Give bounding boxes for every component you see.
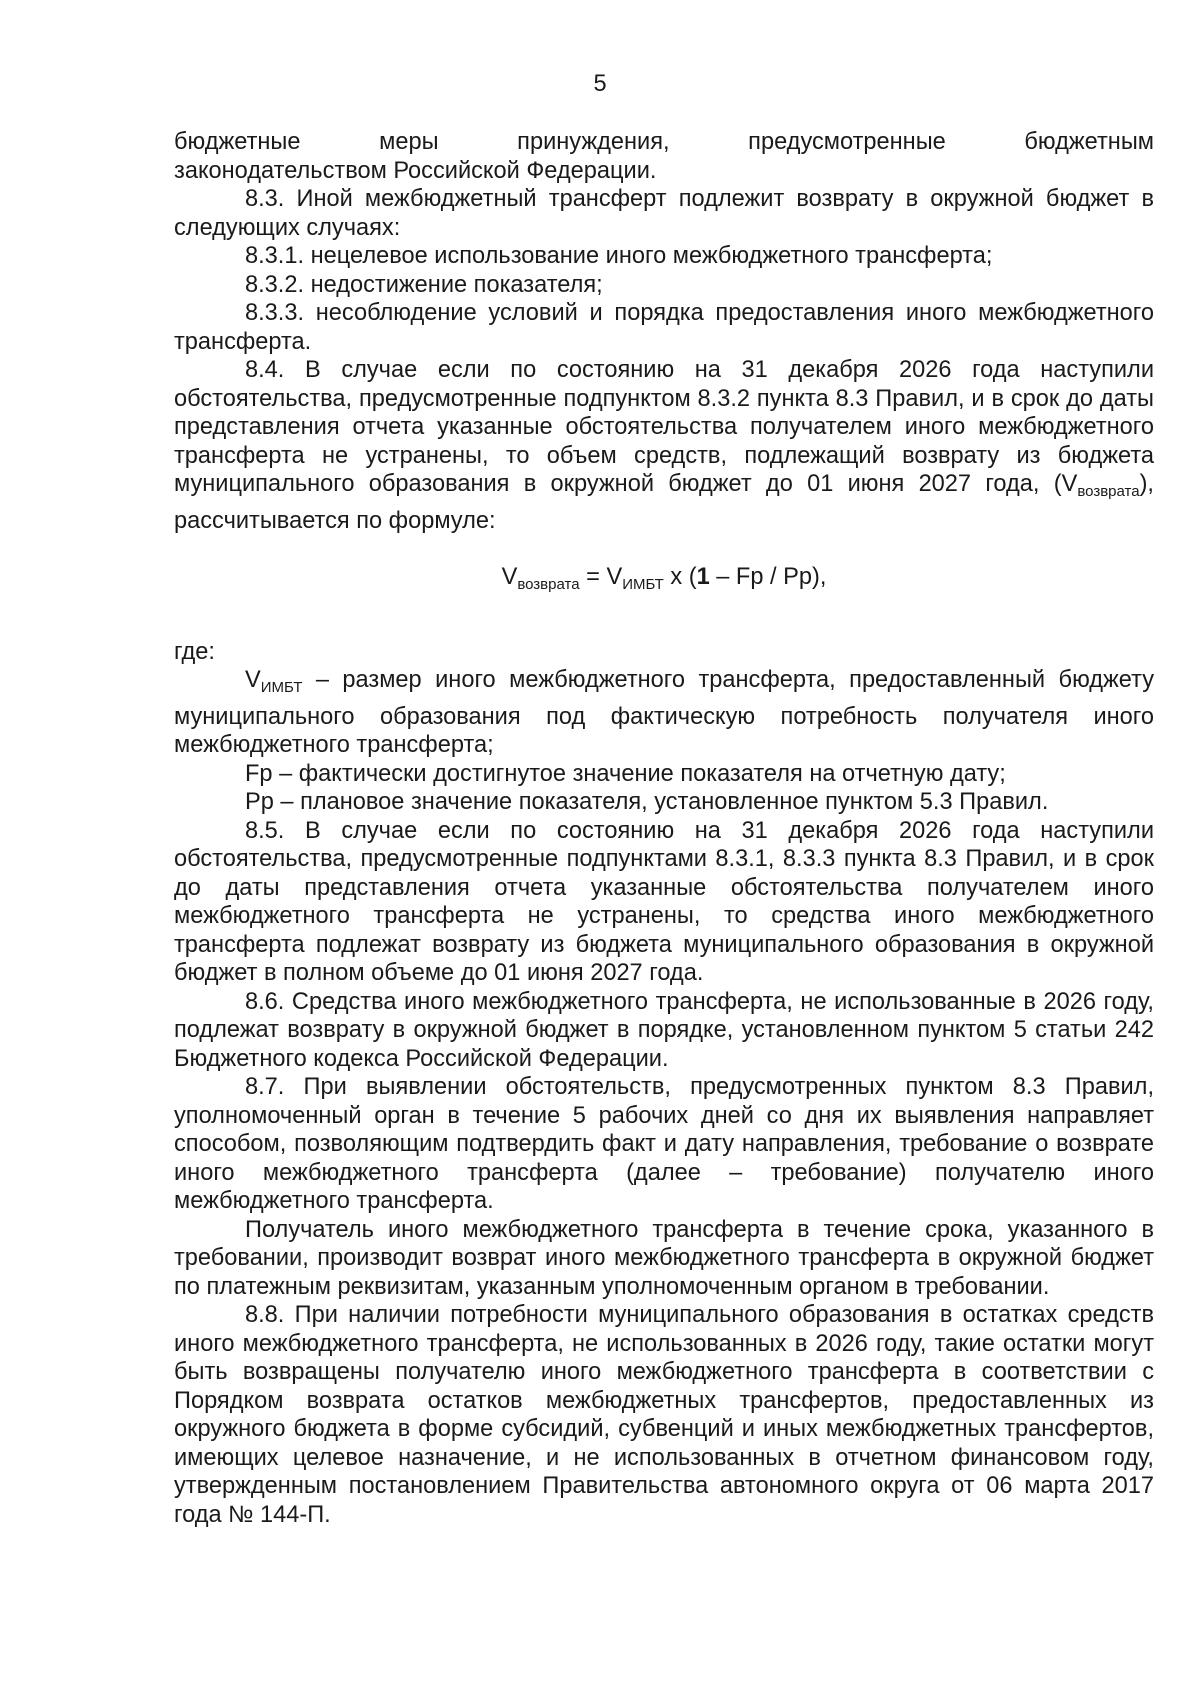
definition-v-imbt [174,666,1154,760]
return-formula [174,563,1154,600]
formula-one: 1 [696,564,710,590]
continuation-line-1: бюджетные меры принуждения, предусмотренные бюджетным [174,129,1154,155]
paragraph-8-4-text: 8.4. В случае если по состоянию на 31 декабря 2026 года наступили обстоятельства, предусмотренные подпунктом 8.3.2 пункта 8.3 Правил, и в срок до даты представления отчета указанные обстоятельства получателем иного межбюджетного трансферта не устранены, то объем средств, подлежащий возврату из бюджета муниципального образования в окружной бюджет до 01 июня 2027 года, [174,357,1154,497]
formula-imbt-subscript: ИМБТ [622,576,664,593]
paragraph-8-3-3: 8.3.3. несоблюдение условий и порядка предоставления иного межбюджетного трансферта. [174,300,1154,355]
page-number: 5 [593,71,607,97]
continuation-paragraph [174,128,1154,185]
paragraph-8-3: 8.3. Иной межбюджетный трансферт подлежит возврату в окружной бюджет в следующих случаях: [174,186,1154,241]
definition-v-text: – размер иного межбюджетного трансферта, предоставленный бюджету муниципального образования под фактическую потребность получателя иного межбюджетного трансферта; [174,667,1154,758]
formula-mid: x ( [663,564,697,590]
paragraph-8-3-2: 8.3.2. недостижение показателя; [245,271,603,298]
paragraph-8-4 [174,356,1154,535]
continuation-line-2: законодательством Российской Федерации. [174,157,657,184]
paragraph-8-8: 8.8. При наличии потребности муниципального образования в остатках средств иного межбюджетного трансферта, не использованных в 2026 году, такие остатки могут быть возвращены получателю иного межбюджетного трансферта в соответствии с Порядком возврата остатков межбюджетных трансфертов, предоставленных из окружного бюджета в форме субсидий, субвенций и иных межбюджетных трансфертов, имеющих целевое назначение, и не использованных в отчетном финансовом году, утвержденным постановлением Правительства автономного округа от 06 марта 2017 года № 144-П. [174,1302,1154,1528]
definition-pp: Pp – плановое значение показателя, установленное пунктом 5.3 Правил. [245,789,1049,815]
paragraph-recipient: Получатель иного межбюджетного трансферта в течение срока, указанного в требовании, производит возврат иного межбюджетного трансферта в окружной бюджет по платежным реквизитам, указанным уполномоченным органом в требовании. [174,1216,1154,1300]
definition-v-symbol: V [245,667,261,693]
document-body [174,128,1154,1529]
paragraph-8-7: 8.7. При выявлении обстоятельств, предусмотренных пунктом 8.3 Правил, уполномоченный орган в течение 5 рабочих дней со дня их выявления направляет способом, позволяющим подтвердить факт и дату направления, требование о возврате иного межбюджетного трансферта (далее – требование) получателю иного межбюджетного трансферта. [174,1074,1154,1214]
where-label: где: [174,638,215,665]
paragraph-8-4-symbol: (V [1039,471,1078,497]
paragraph-8-4-tail: ), рассчитывается по формуле: [174,471,1154,534]
definition-v-subscript: ИМБТ [260,679,303,696]
paragraph-8-4-symbol-subscript: возврата [1077,483,1140,500]
formula-v-subscript: возврата [517,576,580,593]
formula-eq: = V [579,564,623,590]
paragraph-8-6: 8.6. Средства иного межбюджетного трансферта, не использованные в 2026 году, подлежат возврату в окружной бюджет в порядке, установленном пунктом 5 статьи 242 Бюджетного кодекса Российской Федерации. [174,988,1154,1072]
formula-rest: – Fp / Pp), [709,564,827,590]
formula-v: V [501,564,518,590]
definition-fp: Fp – фактически достигнутое значение показателя на отчетную дату; [245,760,1006,787]
paragraph-8-3-1: 8.3.1. нецелевое использование иного межбюджетного трансферта; [245,243,993,269]
paragraph-8-5: 8.5. В случае если по состоянию на 31 декабря 2026 года наступили обстоятельства, предусмотренные подпунктами 8.3.1, 8.3.3 пункта 8.3 Правил, и в срок до даты представления отчета указанные обстоятельства получателем иного межбюджетного трансферта не устранены, то средства иного межбюджетного трансферта подлежат возврату из бюджета муниципального образования в окружной бюджет в полном объеме до 01 июня 2027 года. [174,817,1154,986]
